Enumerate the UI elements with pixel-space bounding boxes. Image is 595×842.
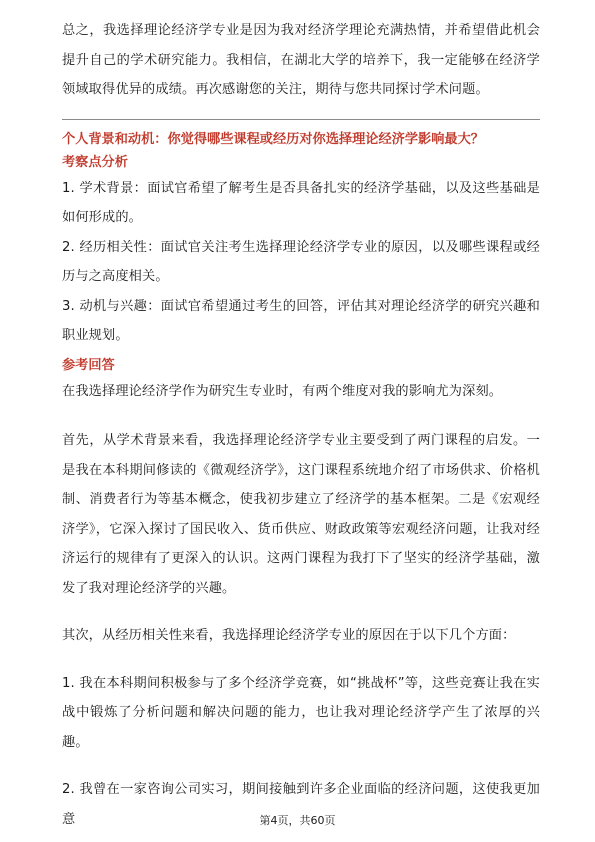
analysis-item: 3. 动机与兴趣：面试官希望通过考生的回答，评估其对理论经济学的研究兴趣和职业规划。 [62,298,540,343]
answer-paragraph: 1. 我在本科期间积极参与了多个经济学竞赛，如“挑战杯”等，这些竞赛让我在实战中锻炼了分析问题和解决问题的能力，也让我对理论经济学产生了浓厚的兴趣。 [62,675,540,750]
answer-paragraph: 在我选择理论经济学作为研究生专业时，有两个维度对我的影响尤为深刻。 [62,383,503,399]
analysis-item: 2. 经历相关性：面试官关注考生选择理论经济学专业的原因，以及哪些课程或经历与之高度相关。 [62,239,540,284]
answer-heading: 参考回答 [62,357,115,373]
answer-paragraph: 其次，从经历相关性来看，我选择理论经济学专业的原因在于以下几个方面： [62,628,516,643]
question-heading: 个人背景和动机：你觉得哪些课程或经历对你选择理论经济学影响最大？ [62,131,484,147]
analysis-list [62,174,540,351]
answer-paragraph: 2. 我曾在一家咨询公司实习，期间接触到许多企业面临的经济问题，这使我更加意 [62,782,540,827]
intro-paragraph: 总之，我选择理论经济学专业是因为我对经济学理论充满热情，并希望借此机会提升自己的学术研究能力。我相信，在湖北大学的培养下，我一定能够在经济学领域取得优异的成绩。再次感谢您的关注，期待与您共同探讨学术问题。 [62,23,540,97]
analysis-item: 1. 学术背景：面试官希望了解考生是否具备扎实的经济学基础，以及这些基础是如何形成的。 [62,180,540,225]
document-page [62,16,540,834]
page-number-footer: 第4页，共60页 [259,814,336,827]
analysis-heading: 考察点分析 [62,154,128,170]
answer-paragraph: 首先，从学术背景来看，我选择理论经济学专业主要受到了两门课程的启发。一是我在本科期间修读的《微观经济学》，这门课程系统地介绍了市场供求、价格机制、消费者行为等基本概念，使我初步建立了经济学的基本框架。二是《宏观经济学》，它深入探讨了国民收入、货币供应、财政政策等宏观经济问题，让我对经济运行的规律有了更深入的认识。这两门课程为我打下了坚实的经济学基础，激发了我对理论经济学的兴趣。 [62,433,540,596]
section-divider [62,119,540,120]
